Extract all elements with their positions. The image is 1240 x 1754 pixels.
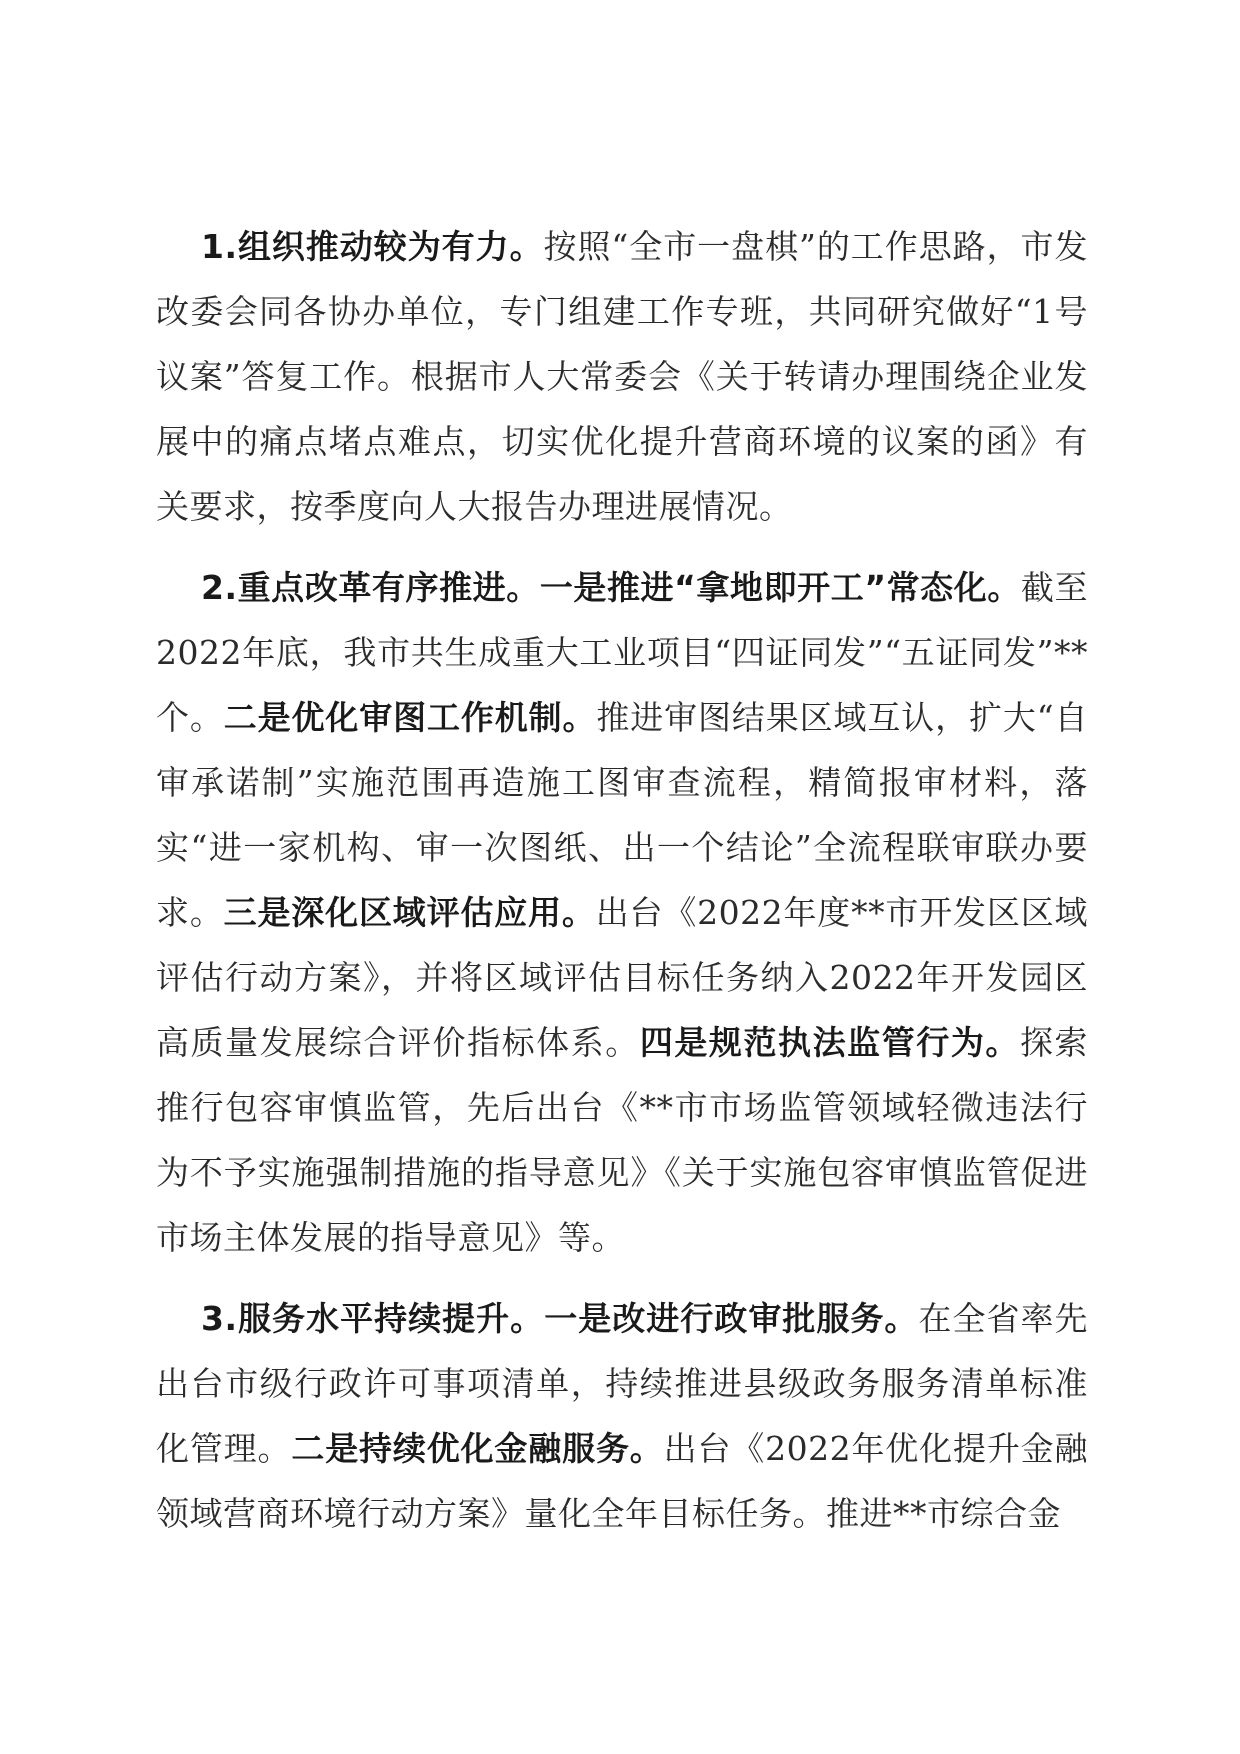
paragraph-1 — [156, 214, 1088, 539]
paragraph-2-text-1: 截至2022年底，我市共生成重大工业项目“四证同发”“五证同发”**个。 — [156, 568, 1089, 737]
paragraph-3-heading: 3.服务水平持续提升。一是改进行政审批服务。 — [201, 1299, 919, 1338]
paragraph-2-point-4: 四是规范执法监管行为。 — [639, 1023, 1020, 1062]
paragraph-2-point-2: 二是优化审图工作机制。 — [223, 698, 597, 737]
paragraph-3-point-2: 二是持续优化金融服务。 — [291, 1429, 664, 1468]
paragraph-2-text-2: 推进审图结果区域互认，扩大“自审承诺制”实施范围再造施工图审查流程，精简报审材料，落实“进一家机构、审一次图纸、出一个结论”全流程联审联办要求。 — [156, 698, 1088, 932]
paragraph-2-heading: 2.重点改革有序推进。一是推进“拿地即开工”常态化。 — [201, 568, 1021, 607]
paragraph-3-text-2: 出台《2022年优化提升金融领域营商环境行动方案》量化全年目标任务。推进**市综合金 — [156, 1429, 1089, 1533]
document-body — [156, 214, 1088, 1546]
paragraph-2 — [156, 555, 1088, 1270]
paragraph-2-text-4: 探索推行包容审慎监管，先后出台《**市市场监管领域轻微违法行为不予实施强制措施的指导意见》《关于实施包容审慎监管促进市场主体发展的指导意见》等。 — [156, 1023, 1089, 1257]
paragraph-3-text-1: 在全省率先出台市级行政许可事项清单，持续推进县级政务服务清单标准化管理。 — [156, 1299, 1089, 1468]
paragraph-2-text-3: 出台《2022年度**市开发区区域评估行动方案》，并将区域评估目标任务纳入2022年开发园区高质量发展综合评价指标体系。 — [156, 893, 1089, 1062]
paragraph-3 — [156, 1286, 1088, 1546]
paragraph-1-heading: 1.组织推动较为有力。 — [201, 227, 544, 266]
paragraph-2-point-3: 三是深化区域评估应用。 — [223, 893, 596, 932]
paragraph-1-text: 按照“全市一盘棋”的工作思路，市发改委会同各协办单位，专门组建工作专班，共同研究做好“1号议案”答复工作。根据市人大常委会《关于转请办理围绕企业发展中的痛点堵点难点，切实优化提升营商环境的议案的函》有关要求，按季度向人大报告办理进展情况。 — [156, 227, 1089, 526]
